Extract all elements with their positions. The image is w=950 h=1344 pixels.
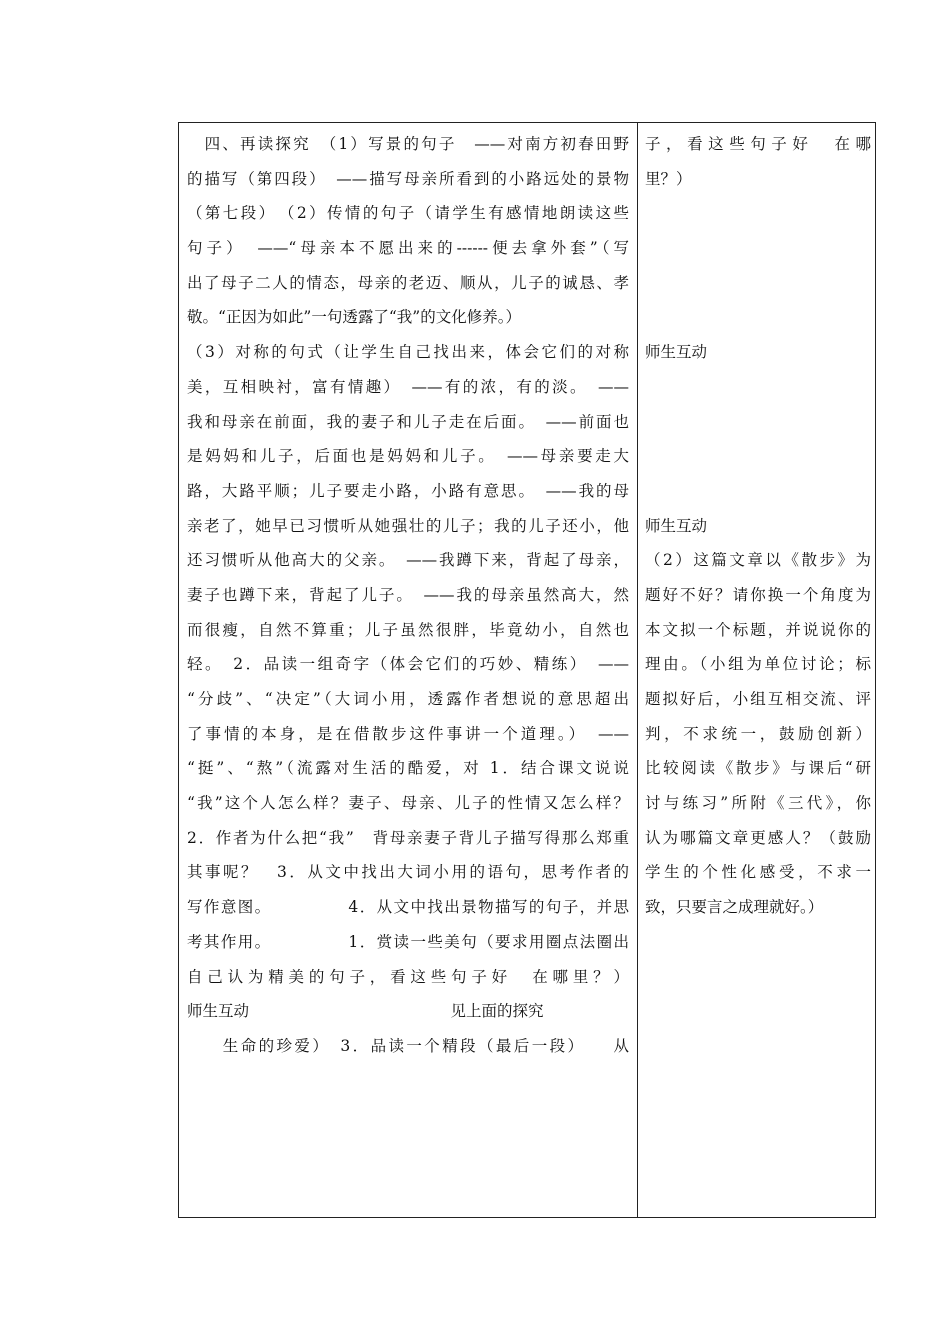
left-line: 写作意图。 4．从文中找出景物描写的句子，并思 xyxy=(187,898,629,917)
right-line: （2）这篇文章以《散步》为 xyxy=(645,551,871,570)
left-line: 2．作者为什么把“我” 背母亲妻子背儿子描写得那么郑重 xyxy=(187,828,629,847)
left-line: 考其作用。 1．赏读一些美句（要求用圈点法圈出 xyxy=(187,932,629,951)
right-line: 里？） xyxy=(645,169,692,188)
left-line: 句子） ——“母亲本不愿出来的------便去拿外套”（写 xyxy=(187,239,629,258)
left-line: 而很瘦，自然不算重；儿子虽然很胖，毕竟幼小，自然也 xyxy=(187,620,629,639)
right-line: 判，不求统一，鼓励创新） xyxy=(645,724,871,743)
column-divider xyxy=(637,123,638,1217)
left-line: 生命的珍爱） 3．品读一个精段（最后一段） 从 xyxy=(187,1036,629,1055)
left-line: 了事情的本身，是在借散步这件事讲一个道理。） —— xyxy=(187,724,629,743)
right-line: 致，只要言之成理就好。） xyxy=(645,898,824,917)
left-line: （3）对称的句式（让学生自己找出来，体会它们的对称 xyxy=(187,343,629,362)
left-line: 妻子也蹲下来，背起了儿子。 ——我的母亲虽然高大，然 xyxy=(187,585,629,604)
left-line: 师生互动 见上面的探究 xyxy=(187,1002,544,1021)
right-line: 学生的个性化感受，不求一 xyxy=(645,863,871,882)
left-line: 其事呢？ 3．从文中找出大词小用的语句，思考作者的 xyxy=(187,863,629,882)
right-line: 题拟好后，小组互相交流、评 xyxy=(645,690,871,708)
left-line: 四、再读探究 （1）写景的句子 ——对南方初春田野 xyxy=(187,135,629,153)
left-line: 自己认为精美的句子，看这些句子好 在哪里？） xyxy=(187,967,629,986)
right-line: 比较阅读《散步》与课后“研 xyxy=(645,759,871,778)
right-label-interaction: 师生互动 xyxy=(645,343,708,362)
right-line: 子，看这些句子好 在哪 xyxy=(645,135,871,153)
right-line: 认为哪篇文章更感人？（鼓励 xyxy=(645,828,871,847)
left-line: 我和母亲在前面，我的妻子和儿子走在后面。 ——前面也 xyxy=(187,412,629,431)
right-line: 本文拟一个标题，并说说你的 xyxy=(645,620,871,639)
right-label-interaction: 师生互动 xyxy=(645,516,708,535)
left-column xyxy=(187,127,629,1064)
left-line: “挺”、“熬”（流露对生活的酷爱，对 1．结合课文说说 xyxy=(187,759,629,778)
lesson-table xyxy=(178,122,876,1218)
left-line: 还习惯听从他高大的父亲。 ——我蹲下来，背起了母亲， xyxy=(187,551,629,570)
left-line: 敬。“正因为如此”一句透露了“我”的文化修养。） xyxy=(187,308,521,327)
left-line: 轻。 2．品读一组奇字（体会它们的巧妙、精练） —— xyxy=(187,655,629,674)
left-line: 路，大路平顺；儿子要走小路，小路有意思。 ——我的母 xyxy=(187,481,629,500)
left-line: “我”这个人怎么样？妻子、母亲、儿子的性情又怎么样？ xyxy=(187,794,629,813)
left-line: “分歧”、“决定”（大词小用，透露作者想说的意思超出 xyxy=(187,690,629,708)
right-line: 讨与练习”所附《三代》，你 xyxy=(645,794,871,813)
left-line: 美，互相映衬，富有情趣） ——有的浓，有的淡。 —— xyxy=(187,377,629,396)
left-line: 的描写（第四段） ——描写母亲所看到的小路远处的景物 xyxy=(187,169,629,188)
right-line: 理由。（小组为单位讨论；标 xyxy=(645,655,871,674)
right-line: 题好不好？请你换一个角度为 xyxy=(645,585,871,604)
left-line: 是妈妈和儿子，后面也是妈妈和儿子。 ——母亲要走大 xyxy=(187,447,629,466)
right-column xyxy=(645,127,871,925)
left-line: 亲老了，她早已习惯听从她强壮的儿子；我的儿子还小，他 xyxy=(187,516,629,535)
left-line: （第七段） （2）传情的句子（请学生有感情地朗读这些 xyxy=(187,204,629,223)
left-line: 出了母子二人的情态，母亲的老迈、顺从，儿子的诚恳、孝 xyxy=(187,273,629,292)
